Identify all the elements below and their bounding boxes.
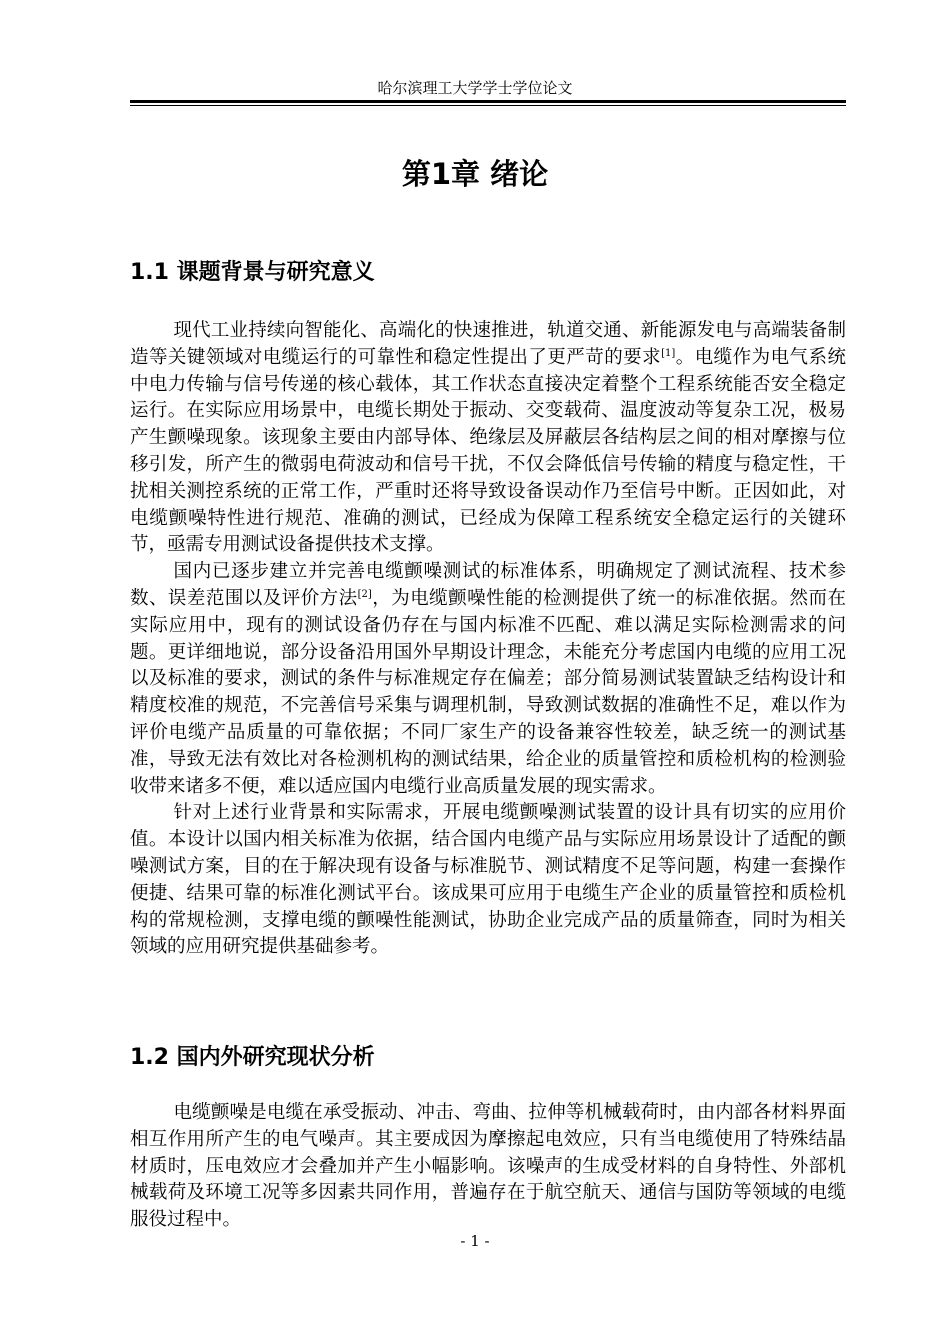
chapter-title: 第1章 绪论 <box>401 157 549 191</box>
section-1-2-body <box>130 1100 846 1234</box>
header-rule-thin <box>130 105 846 106</box>
header-title: 哈尔滨理工大学学士学位论文 <box>377 79 573 97</box>
section-title-1-2: 1.2 国内外研究现状分析 <box>130 1045 375 1070</box>
paragraph: 针对上述行业背景和实际需求，开展电缆颤噪测试装置的设计具有切实的应用价值。本设计以国内相关标准为依据，结合国内电缆产品与实际应用场景设计了适配的颤噪测试方案，目的在于解决现有设备与标准脱节、测试精度不足等问题，构建一套操作便捷、结果可靠的标准化测试平台。该成果可应用于电缆生产企业的质量管控和质检机构的常规检测，支撑电缆的颤噪性能测试，协助企业完成产品的质量筛查，同时为相关领域的应用研究提供基础参考。 <box>130 802 846 958</box>
citation: [1] <box>661 347 676 359</box>
section-title-1-1: 1.1 课题背景与研究意义 <box>130 260 375 285</box>
header-rule-thick <box>130 100 846 103</box>
page-number: - 1 - <box>460 1232 490 1250</box>
paragraph: 现代工业持续向智能化、高端化的快速推进，轨道交通、新能源发电与高端装备制造等关键领域对电缆运行的可靠性和稳定性提出了更严苛的要求[1]。电缆作为电气系统中电力传输与信号传递的核心载体，其工作状态直接决定着整个工程系统能否安全稳定运行。在实际应用场景中，电缆长期处于振动、交变载荷、温度波动等复杂工况，极易产生颤噪现象。该现象主要由内部导体、绝缘层及屏蔽层各结构层之间的相对摩擦与位移引发，所产生的微弱电荷波动和信号干扰，不仅会降低信号传输的精度与稳定性，干扰相关测控系统的正常工作，严重时还将导致设备误动作乃至信号中断。正因如此，对电缆颤噪特性进行规范、准确的测试，已经成为保障工程系统安全稳定运行的关键环节，亟需专用测试设备提供技术支撑。 <box>130 320 846 556</box>
paragraph: 电缆颤噪是电缆在承受振动、冲击、弯曲、拉伸等机械载荷时，由内部各材料界面相互作用所产生的电气噪声。其主要成因为摩擦起电效应，只有当电缆使用了特殊结晶材质时，压电效应才会叠加并产生小幅影响。该噪声的生成受材料的自身特性、外部机械载荷及环境工况等多因素共同作用，普遍存在于航空航天、通信与国防等领域的电缆服役过程中。 <box>130 1102 846 1231</box>
citation: [2] <box>357 588 372 600</box>
paragraph: 国内已逐步建立并完善电缆颤噪测试的标准体系，明确规定了测试流程、技术参数、误差范围以及评价方法[2]，为电缆颤噪性能的检测提供了统一的标准依据。然而在实际应用中，现有的测试设备仍存在与国内标准不匹配、难以满足实际检测需求的问题。更详细地说，部分设备沿用国外早期设计理念，未能充分考虑国内电缆的应用工况以及标准的要求，测试的条件与标准规定存在偏差；部分简易测试装置缺乏结构设计和精度校准的规范，不完善信号采集与调理机制，导致测试数据的准确性不足，难以作为评价电缆产品质量的可靠依据；不同厂家生产的设备兼容性较差，缺乏统一的测试基准，导致无法有效比对各检测机构的测试结果，给企业的质量管控和质检机构的检测验收带来诸多不便，难以适应国内电缆行业高质量发展的现实需求。 <box>130 561 846 797</box>
section-1-1-body <box>130 318 846 961</box>
